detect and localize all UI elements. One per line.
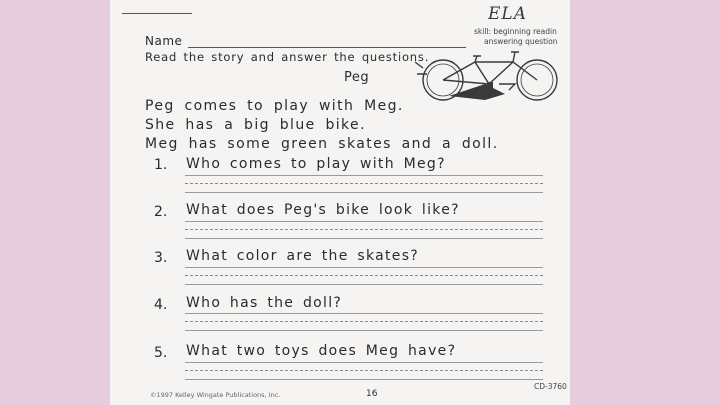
bicycle-illustration (415, 44, 565, 104)
answer-line (185, 379, 543, 380)
question-2-text: What does Peg's bike look like? (186, 202, 460, 218)
question-3-text: What color are the skates? (186, 248, 420, 264)
answer-line (185, 362, 543, 363)
answer-line (185, 313, 543, 314)
answer-line (185, 275, 543, 276)
question-5-text: What two toys does Meg have? (186, 343, 457, 359)
page-number: 16 (366, 389, 378, 399)
story-line-2: She has a big blue bike. (145, 117, 366, 133)
instructions: Read the story and answer the questions. (145, 50, 430, 64)
skill-line-1: skill: beginning readin (474, 27, 557, 36)
question-5-number: 5. (154, 345, 168, 361)
story-line-1: Peg comes to play with Meg. (145, 98, 404, 114)
answer-line (185, 321, 543, 322)
answer-line (185, 330, 543, 331)
question-1-number: 1. (154, 157, 168, 173)
footer-copyright: ©1997 Kelley Wingate Publications, Inc. (150, 391, 281, 399)
product-code: CD-3760 (534, 382, 567, 391)
skill-line-2: answering question (484, 37, 558, 46)
worksheet-page (110, 0, 570, 405)
answer-line (185, 267, 543, 268)
subject-label: ELA (488, 4, 527, 24)
answer-line (185, 284, 543, 285)
answer-line (185, 370, 543, 371)
top-rule (122, 13, 192, 14)
question-4-number: 4. (154, 297, 168, 313)
question-2-number: 2. (154, 204, 168, 220)
answer-line (185, 229, 543, 230)
story-line-3: Meg has some green skates and a doll. (145, 136, 499, 152)
name-label: Name (145, 34, 183, 48)
question-4-text: Who has the doll? (186, 295, 343, 311)
answer-line (185, 175, 543, 176)
answer-line (185, 221, 543, 222)
question-1-text: Who comes to play with Meg? (186, 156, 446, 172)
answer-line (185, 192, 543, 193)
story-title: Peg (344, 70, 370, 85)
answer-line (185, 183, 543, 184)
answer-line (185, 238, 543, 239)
question-3-number: 3. (154, 250, 168, 266)
